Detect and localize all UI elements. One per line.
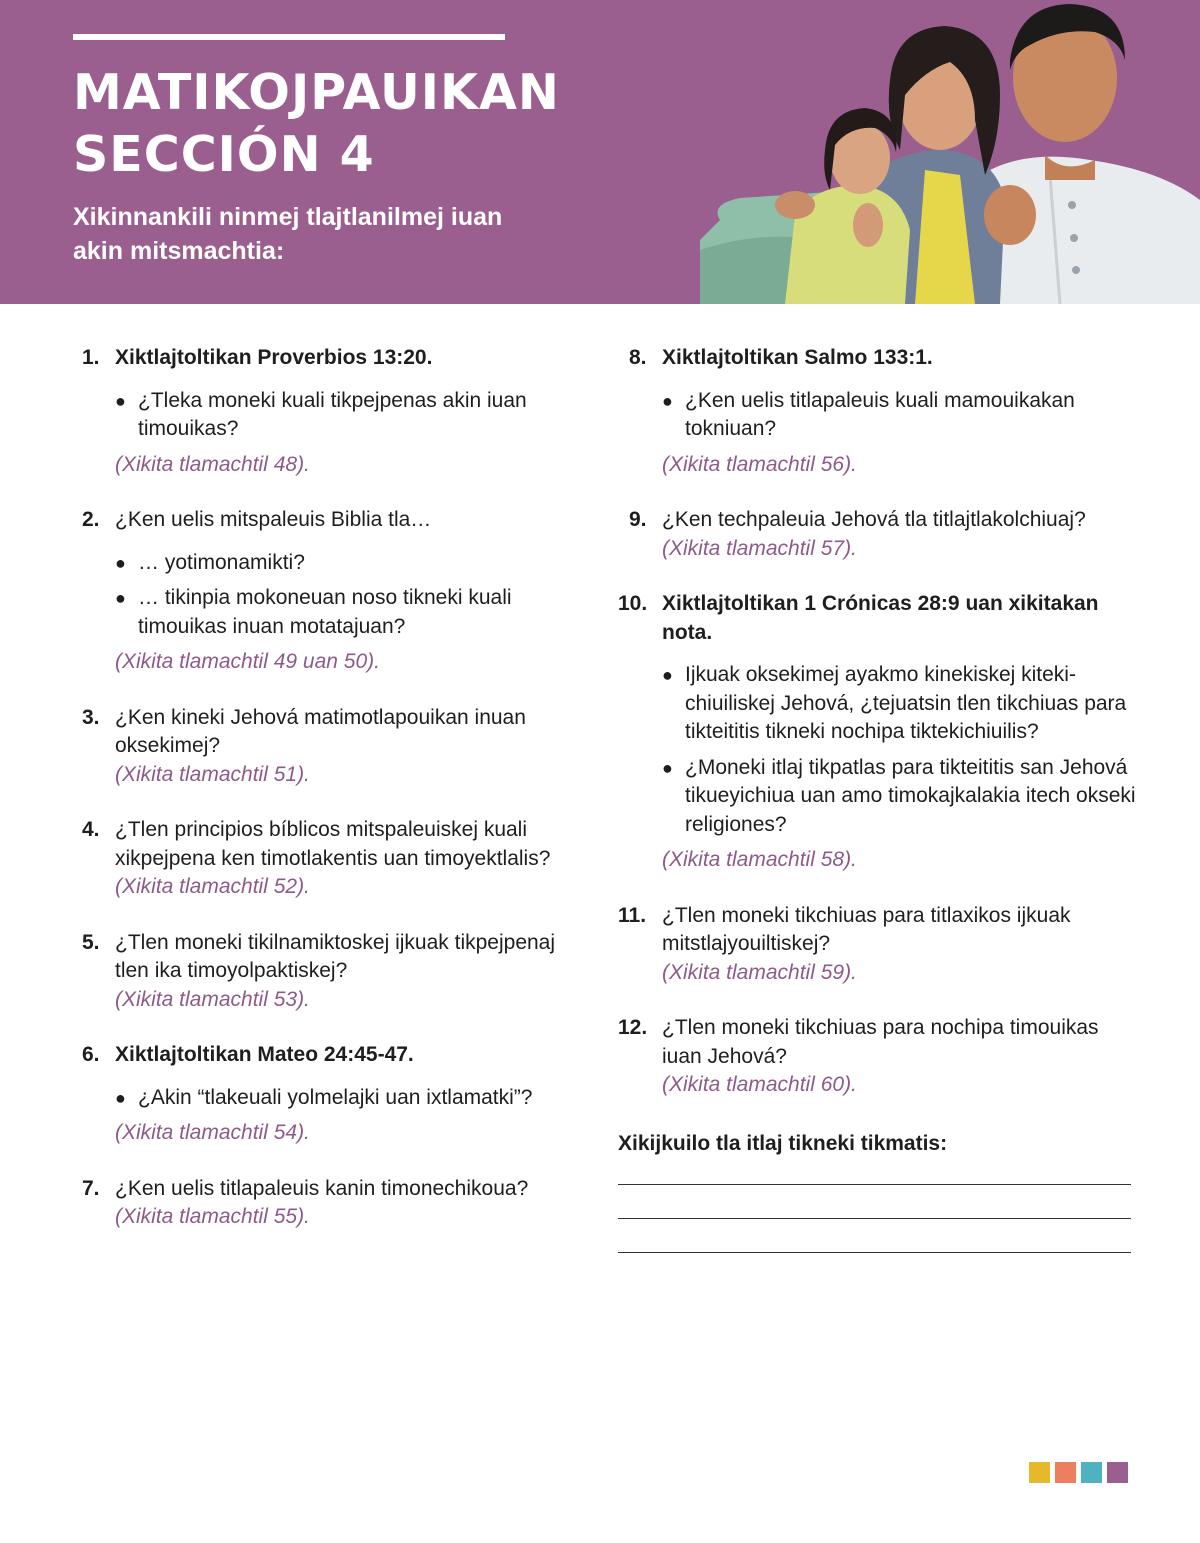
bullet-icon: ● (115, 552, 126, 573)
lesson-reference: (Xikita tlamachtil 53). (115, 987, 310, 1011)
title-line-2: SECCIÓN 4 (73, 126, 375, 183)
sub-question-list (115, 549, 572, 642)
question-6 (82, 1041, 572, 1148)
bullet-icon: ● (115, 1087, 126, 1108)
page-subtitle: Xikinnankili ninmej tlajtlanilmej iuan akin mitsmachtia: (73, 203, 503, 265)
lesson-reference: (Xikita tlamachtil 48). (115, 452, 310, 476)
question-5 (82, 929, 572, 1015)
bullet-icon: ● (115, 588, 126, 608)
question-text: ¿Tlen principios bíblicos mitspaleuiskej kuali xikpejpena ken timotlakentis uan timoyektlalis? (115, 818, 551, 870)
question-4 (82, 816, 572, 902)
lesson-reference: (Xikita tlamachtil 52). (115, 875, 310, 898)
lesson-reference: (Xikita tlamachtil 60). (662, 1073, 857, 1096)
lesson-reference: (Xikita tlamachtil 49 uan 50). (115, 650, 380, 673)
header-banner (0, 0, 1200, 304)
lesson-reference: (Xikita tlamachtil 59). (662, 960, 857, 984)
bullet-icon: ● (662, 665, 673, 685)
sub-question-text: Ijkuak oksekimej ayakmo kinekiskej kitekichiuiliskej Jehová, ¿tejuatsin tlen tikchiuas para tikteititis tikneki nochipa tiktekichiuilis? (685, 663, 1127, 743)
notes-label: Xikijkuilo tla itlaj tikneki tikmatis: (618, 1131, 948, 1155)
question-number: 1. (82, 346, 100, 369)
page-title (73, 62, 560, 186)
questions-right-column (618, 344, 1138, 1253)
sub-question-list (115, 387, 572, 444)
sub-question (115, 549, 572, 578)
question-number: 11. (618, 903, 647, 927)
sub-question (662, 661, 1138, 747)
lesson-reference: (Xikita tlamachtil 54). (115, 1121, 310, 1144)
question-text: ¿Tlen moneki tikilnamiktoskej ijkuak tikpejpenaj tlen ika timoyolpaktiskej? (115, 930, 556, 982)
sub-question (662, 387, 1138, 444)
question-text: ¿Ken techpaleuia Jehová tla titlajtlakolchiuaj? (662, 508, 1086, 531)
family-praying-illustration (700, 0, 1200, 304)
sub-question-list (115, 1084, 572, 1113)
lesson-reference: (Xikita tlamachtil 58). (662, 848, 857, 871)
color-swatches (1029, 1462, 1128, 1483)
questions-left-column (82, 344, 572, 1232)
question-number: 3. (82, 705, 100, 729)
question-number: 12. (618, 1016, 648, 1039)
question-11 (618, 902, 1138, 988)
question-number: 10. (618, 592, 648, 615)
swatch-yellow (1029, 1462, 1050, 1483)
question-9 (618, 506, 1138, 563)
question-number: 8. (629, 346, 647, 369)
question-10 (618, 590, 1138, 875)
lesson-reference: (Xikita tlamachtil 56). (662, 452, 857, 476)
lesson-reference: (Xikita tlamachtil 51). (115, 762, 310, 786)
question-12 (618, 1014, 1138, 1100)
sub-question-list (662, 661, 1138, 839)
notes-line[interactable] (618, 1252, 1131, 1253)
swatch-purple (1107, 1462, 1128, 1483)
swatch-orange (1055, 1462, 1076, 1483)
sub-question (115, 1084, 572, 1113)
question-8 (618, 344, 1138, 479)
question-text: ¿Tlen moneki tikchiuas para nochipa timouikas iuan Jehová? (662, 1016, 1099, 1068)
swatch-teal (1081, 1462, 1102, 1483)
sub-question-text: … tikinpia mokoneuan noso tikneki kuali timouikas inuan motatajuan? (138, 586, 512, 638)
sub-question-text: ¿Ken uelis titlapaleuis kuali mamouikakan tokniuan? (685, 388, 1075, 440)
question-text: ¿Tlen moneki tikchiuas para titlaxikos ijkuak mitstlajyouiltiskej? (662, 903, 1071, 955)
lesson-reference: (Xikita tlamachtil 55). (115, 1205, 310, 1228)
question-text: Xiktlajtoltikan 1 Crónicas 28:9 uan xikitakan nota. (662, 592, 1099, 644)
question-text: ¿Ken kineki Jehová matimotlapouikan inuan oksekimej? (115, 705, 526, 757)
question-number: 6. (82, 1043, 100, 1066)
question-1 (82, 344, 572, 479)
sub-question-text: … yotimonamikti? (138, 550, 305, 574)
bullet-icon: ● (662, 390, 673, 411)
bullet-icon: ● (115, 390, 126, 411)
question-number: 9. (629, 508, 647, 531)
question-3 (82, 704, 572, 790)
question-number: 4. (82, 818, 100, 841)
header-rule (73, 34, 505, 40)
question-7 (82, 1175, 572, 1232)
sub-question-text: ¿Tleka moneki kuali tikpejpenas akin iuan timouikas? (138, 388, 527, 440)
question-2 (82, 506, 572, 677)
lesson-reference: (Xikita tlamachtil 57). (662, 536, 857, 560)
question-number: 2. (82, 508, 100, 531)
sub-question-text: ¿Moneki itlaj tikpatlas para tikteititis san Jehová tikueyichiua uan amo timokajkalakia itech okseki religiones? (685, 755, 1136, 836)
question-number: 7. (82, 1176, 100, 1200)
question-text: ¿Ken uelis titlapaleuis kanin timonechikoua? (115, 1176, 529, 1200)
question-text: Xiktlajtoltikan Salmo 133:1. (662, 346, 933, 369)
question-text: Xiktlajtoltikan Mateo 24:45-47. (115, 1043, 414, 1066)
question-text: Xiktlajtoltikan Proverbios 13:20. (115, 346, 433, 369)
question-number: 5. (82, 930, 100, 954)
question-text: ¿Ken uelis mitspaleuis Biblia tla… (115, 508, 432, 531)
bullet-icon: ● (662, 757, 673, 778)
sub-question (662, 754, 1138, 840)
sub-question (115, 584, 572, 641)
sub-question-text: ¿Akin “tlakeuali yolmelajki uan ixtlamatki”? (138, 1085, 533, 1109)
sub-question-list (662, 387, 1138, 444)
sub-question (115, 387, 572, 444)
title-line-1: MATIKOJPAUIKAN (73, 64, 560, 121)
